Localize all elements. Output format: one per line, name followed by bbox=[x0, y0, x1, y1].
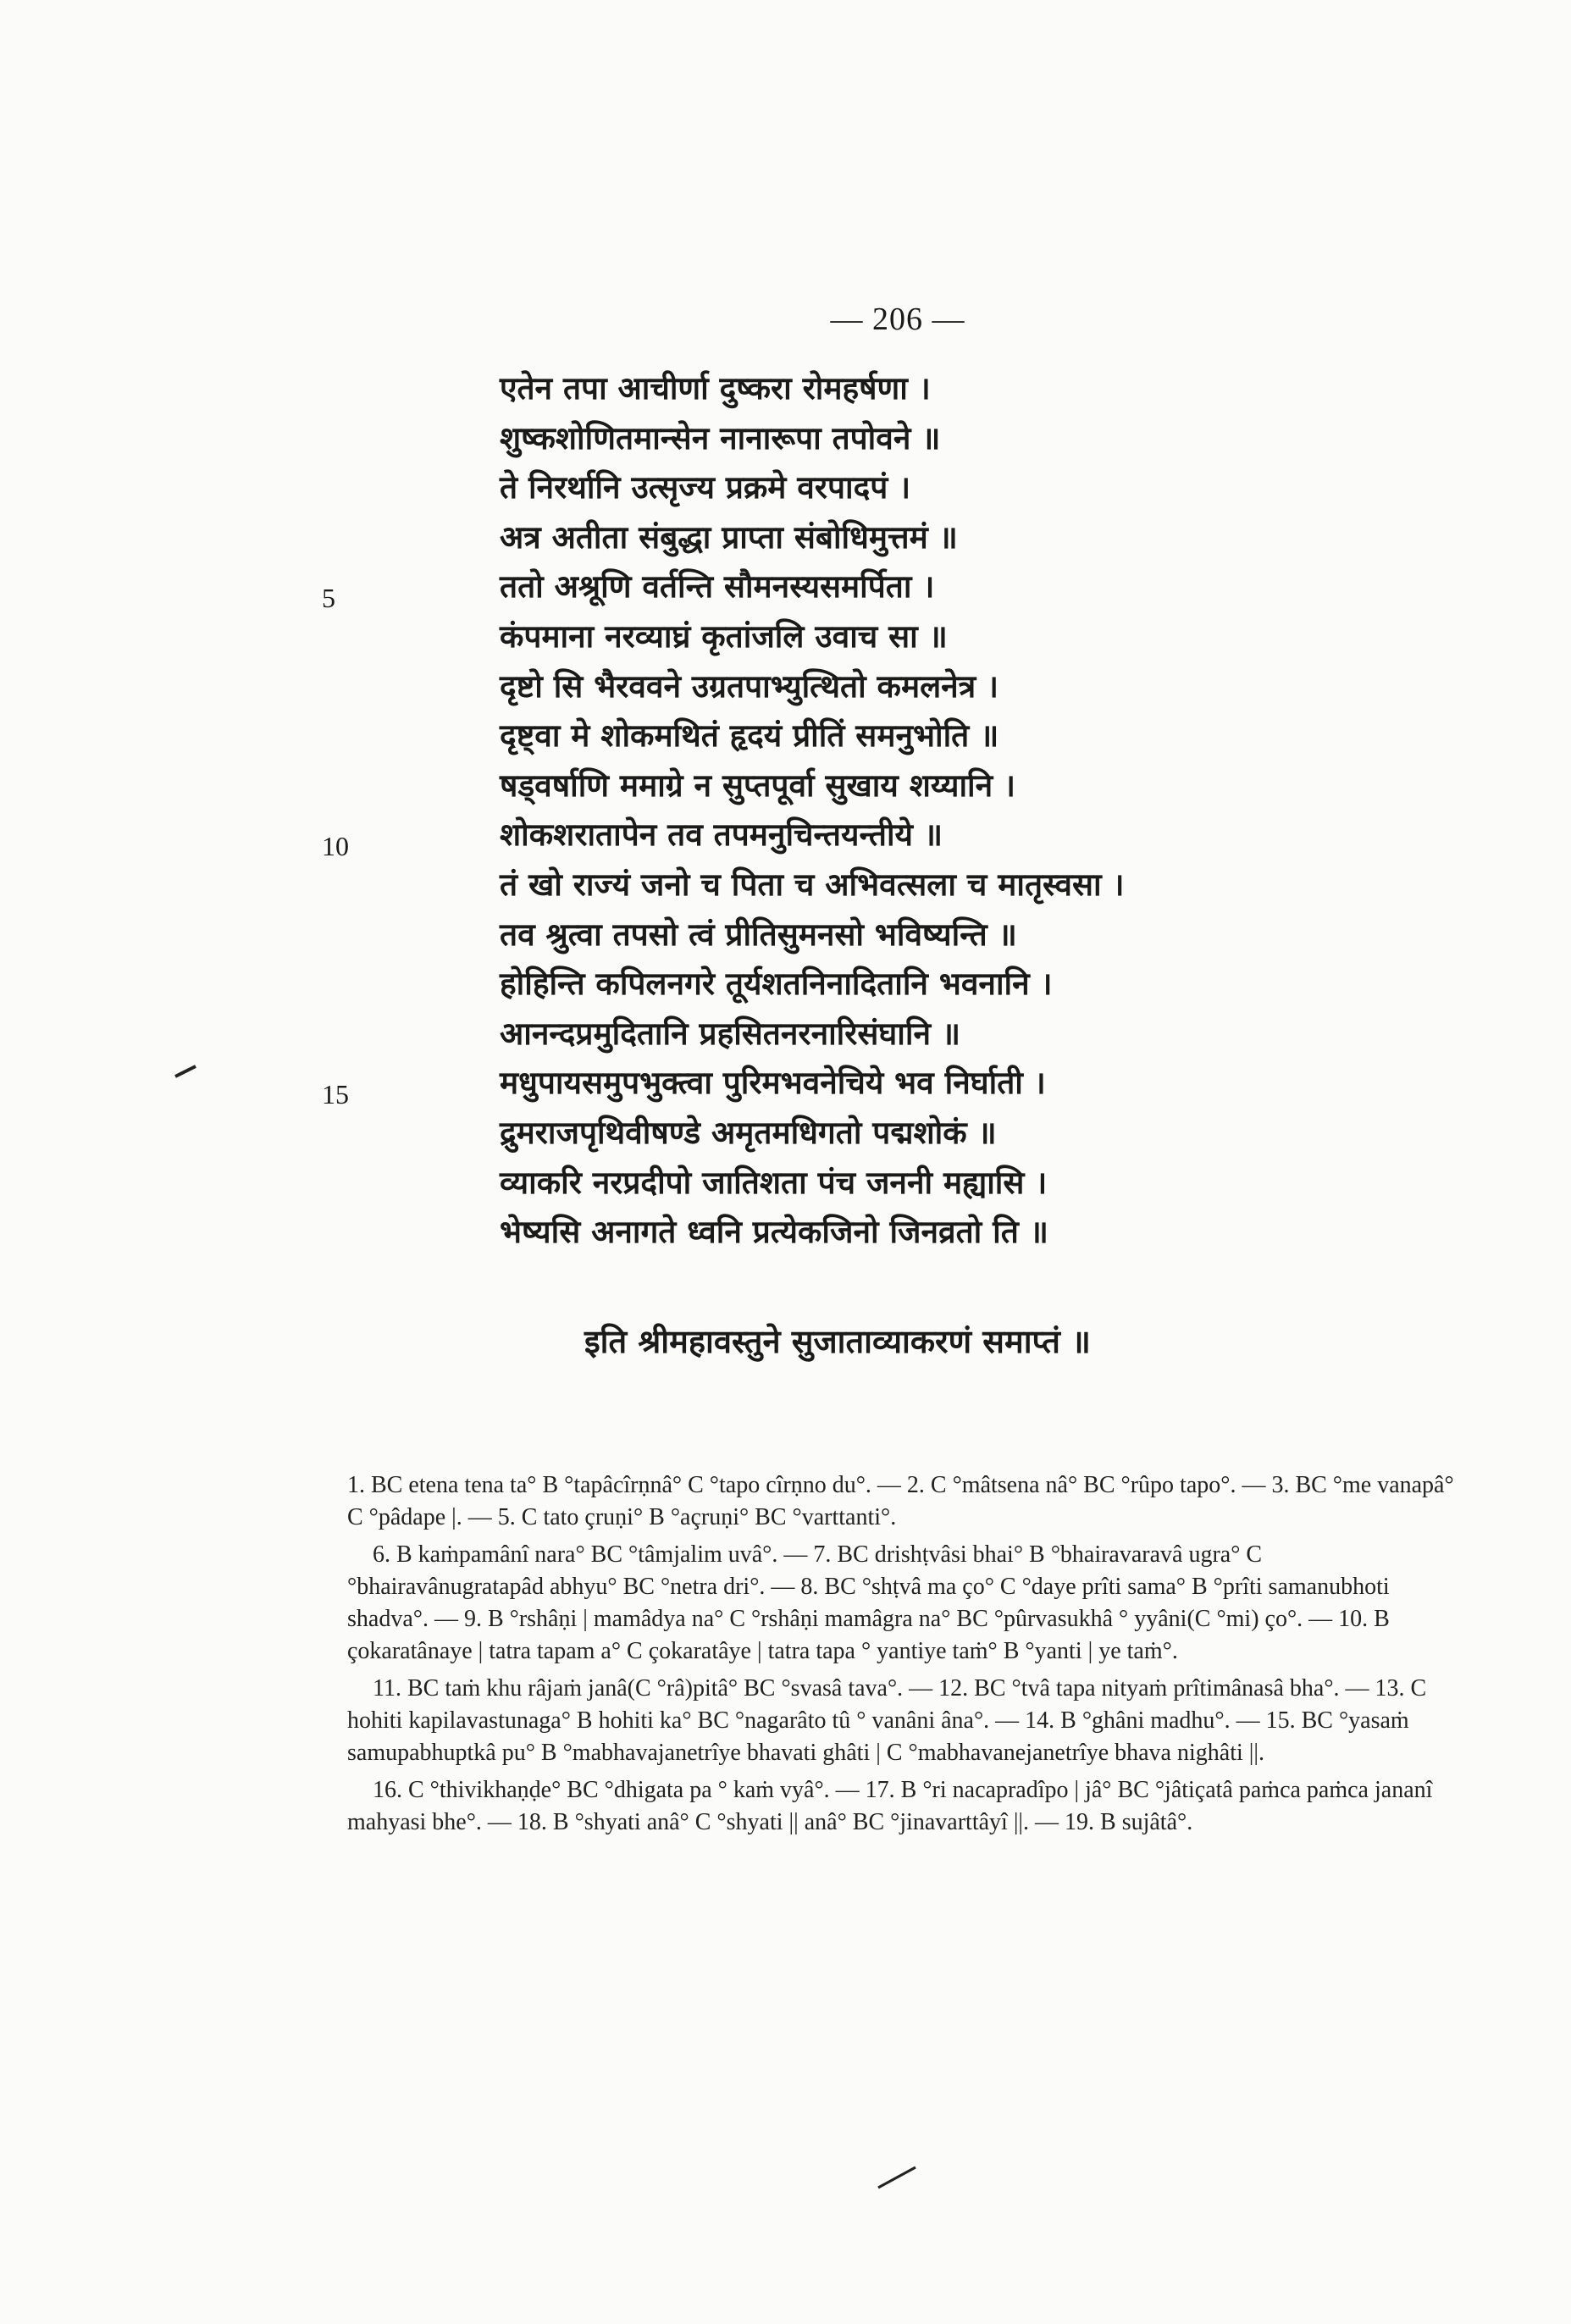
verse-line: तं खो राज्यं जनो च पिता च अभिवत्सला च मातृस्वसा । bbox=[500, 866, 1125, 903]
verse-line: ततो अश्रूणि वर्तन्ति सौमनस्यसमर्पिता । bbox=[500, 568, 935, 606]
footnotes bbox=[347, 1469, 1457, 1844]
verse-line: आनन्दप्रमुदितानि प्रहसितनरनारिसंघानि ॥ bbox=[500, 1015, 961, 1052]
line-number: 15 bbox=[322, 1079, 349, 1109]
verse-line: द्रुमराजपृथिवीषण्डे अमृतमधिगतो पद्मशोकं ॥ bbox=[500, 1114, 997, 1151]
verse-line: व्याकरि नरप्रदीपो जातिशता पंच जननी मह्यासि । bbox=[500, 1164, 1048, 1201]
footnote-paragraph: 6. B kaṁpamânî nara° BC °tâmjalim uvâ°. — 7. BC drishṭvâsi bhai° B °bhairavaravâ ugra° C °bhairavânugratapâd abhyu° BC °netra dri°. — 8. BC °shṭvâ ma ço° C °daye prîti sama° B °prîti samanubhoti shadva°. — 9. B °rshâṇi | mamâdya na° C °rshâṇi mamâgra na° BC °pûrvasukhâ ° yyâni(C °mi) ço°. — 10. B çokaratânaye | tatra tapam a° C çokaratâye | tatra tapa ° yantiye taṁ° B °yanti | ye taṁ°. bbox=[347, 1541, 1390, 1664]
verse-block bbox=[500, 364, 1347, 1258]
verse-line: अत्र अतीता संबुद्धा प्राप्ता संबोधिमुत्तमं ॥ bbox=[500, 518, 958, 556]
footnote-paragraph: 11. BC taṁ khu râjaṁ janâ(C °râ)pitâ° BC °svasâ tava°. — 12. BC °tvâ tapa nityaṁ prîtimânasâ bha°. — 13. C hohiti kapilavastunaga° B hohiti ka° BC °nagarâto tû ° vanâni âna°. — 14. B °ghâni madhu°. — 15. BC °yasaṁ samupabhuptkâ pu° B °mabhavajanetrîye bhavati ghâti | C °mabhavanejanetrîye bhava nighâti ||. bbox=[347, 1675, 1427, 1766]
footnote-paragraph: 16. C °thivikhaṇḍe° BC °dhigata pa ° kaṁ vyâ°. — 17. B °ri nacapradîpo | jâ° BC °jâtiçatâ paṁca paṁca jananî mahyasi bhe°. — 18. B °shyati anâ° C °shyati || anâ° BC °jinavarttâyî ||. — 19. B sujâtâ°. bbox=[347, 1777, 1433, 1835]
verse-line: मधुपायसमुपभुक्त्वा पुरिमभवनेचिये भव निर्घाती । bbox=[500, 1065, 1046, 1102]
verse-line: षड्वर्षाणि ममाग्रे न सुप्तपूर्वा सुखाय शय्यानि । bbox=[500, 766, 1016, 804]
verse-line: भेष्यसि अनागते ध्वनि प्रत्येकजिनो जिनव्रतो ति ॥ bbox=[500, 1214, 1048, 1251]
verse-line: ते निरर्थानि उत्सृज्य प्रक्रमे वरपादपं । bbox=[500, 469, 911, 506]
verse-line: शुष्कशोणितमान्सेन नानारूपा तपोवने ॥ bbox=[500, 419, 941, 456]
stray-mark bbox=[877, 2164, 919, 2189]
colophon: इति श्रीमहावस्तुने सुजाताव्याकरणं समाप्तं ॥ bbox=[584, 1323, 1091, 1360]
verse-line: तव श्रुत्वा तपसो त्वं प्रीतिसुमनसो भविष्यन्ति ॥ bbox=[500, 916, 1017, 953]
verse-line: दृष्टो सि भैरववने उग्रतपाभ्युत्थितो कमलनेत्र । bbox=[500, 667, 999, 705]
verse-line: होहिन्ति कपिलनगरे तूर्यशतनिनादितानि भवनानि । bbox=[500, 966, 1053, 1003]
verse-line: एतेन तपा आचीर्णा दुष्करा रोमहर्षणा । bbox=[500, 370, 931, 407]
footnote-paragraph: 1. BC etena tena ta° B °tapâcîrṇnâ° C °tapo cîrṇno du°. — 2. C °mâtsena nâ° BC °rûpo tapo°. — 3. BC °me vanapâ° C °pâdape |. — 5. C tato çruṇi° B °açruṇi° BC °varttanti°. bbox=[347, 1472, 1454, 1530]
line-number: 10 bbox=[322, 831, 349, 861]
stray-mark bbox=[174, 1063, 199, 1080]
verse-line: शोकशरातापेन तव तपमनुचिन्तयन्तीये ॥ bbox=[500, 816, 943, 854]
page-number: — 206 — bbox=[830, 302, 965, 337]
verse-line: दृष्ट्वा मे शोकमथितं हृदयं प्रीतिं समनुभोति ॥ bbox=[500, 717, 999, 755]
line-number: 5 bbox=[322, 583, 335, 613]
verse-line: कंपमाना नरव्याघ्रं कृतांजलि उवाच सा ॥ bbox=[500, 617, 948, 655]
